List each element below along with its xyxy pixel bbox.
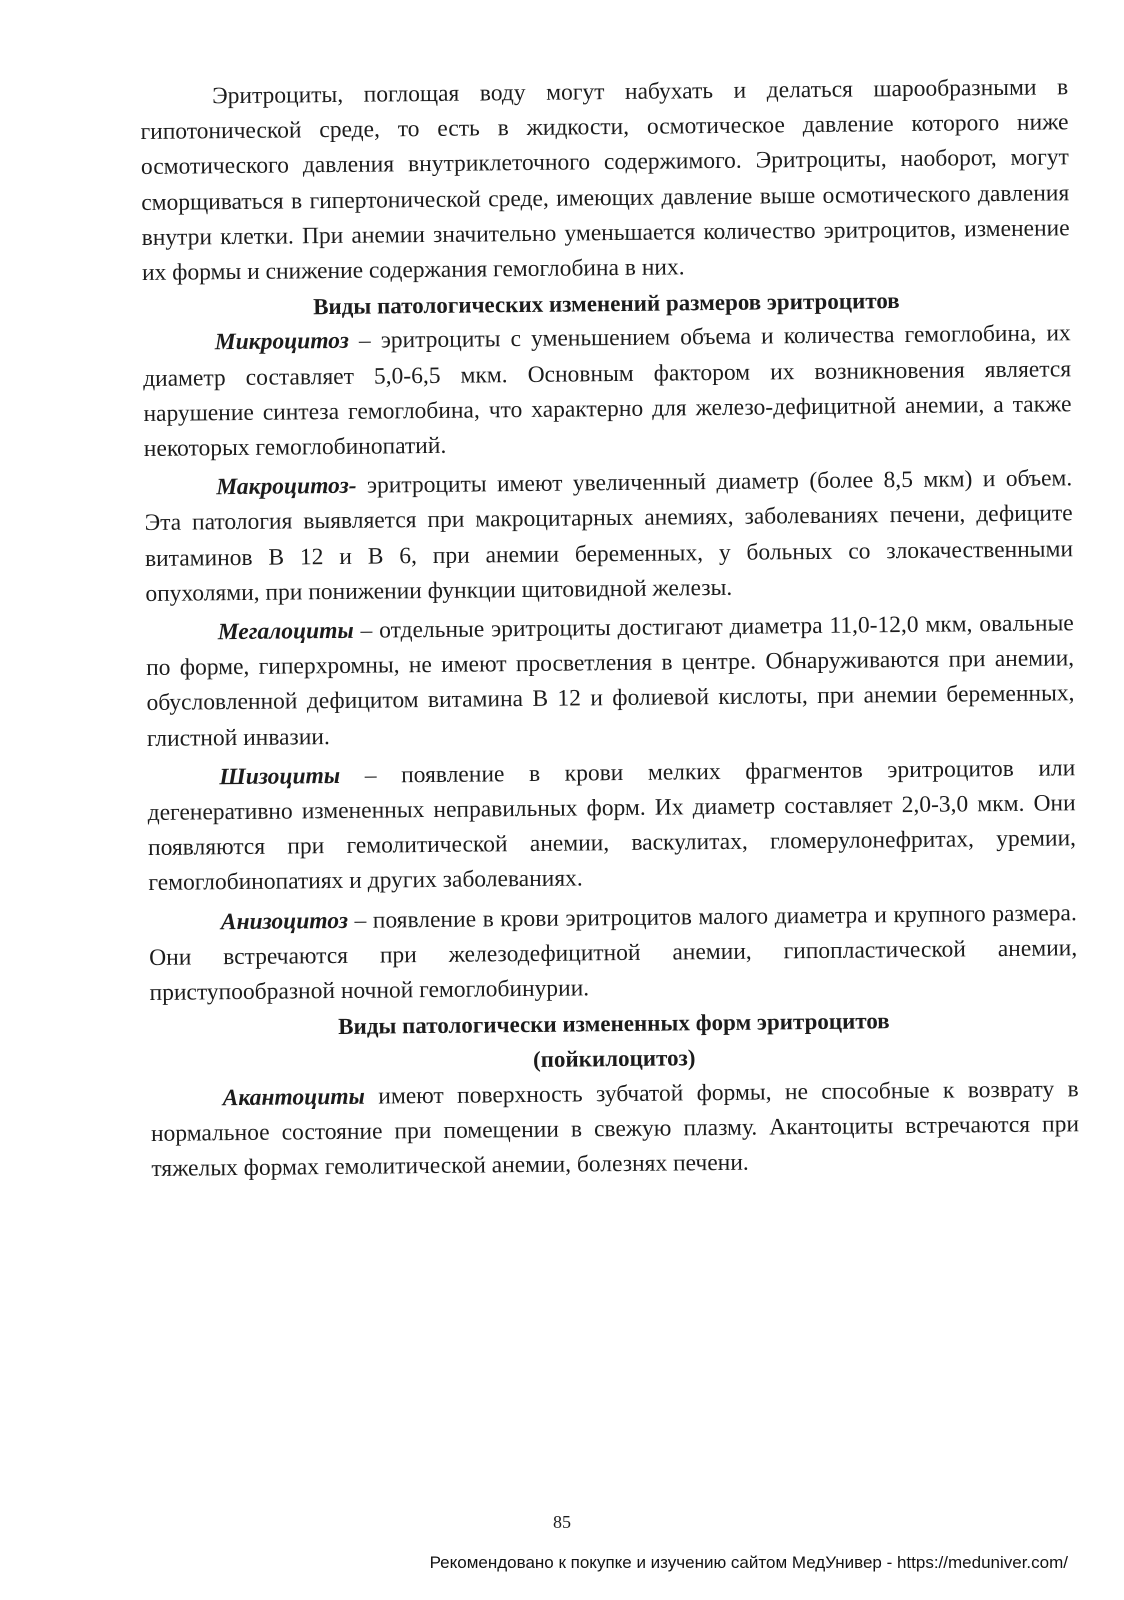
paragraph-macrocytosis [144, 461, 1073, 612]
definition-microcytosis: – эритроциты с уменьшением объема и количества гемоглобина, их диаметр составляет 5,0-6,5 мкм. Основным фактором их возникновения является нарушение синтеза гемоглобина, что характерно для железо-дефицитной анемии, а также некоторых гемоглобинопатий. [142, 320, 1072, 463]
intro-paragraph: Эритроциты, поглощая воду могут набухать и делаться шарообразными в гипотонической среде, то есть в жидкости, осмотическое давление которого ниже осмотического давления внутриклеточного содержимого. Эритроциты, наоборот, могут сморщиваться в гипертонической среде, имеющих давление выше осмотического давления внутри клетки. При анемии значительно уменьшается количество эритроцитов, изменение их формы и снижение содержания гемоглобина в них. [140, 74, 1070, 287]
paragraph-microcytosis [143, 317, 1072, 468]
page-body [140, 70, 1080, 1187]
paragraph-megalocytes [146, 606, 1075, 757]
term-acanthocytes: Акантоциты [222, 1083, 366, 1111]
heading-form-changes-subtitle: (пойкилоцитоз) [532, 1045, 696, 1073]
definition-schizocytes: – появление в крови мелких фрагментов эритроцитов или дегенеративно измененных неправильных форм. Их диаметр составляет 2,0-3,0 мкм. Они появляются при гемолитической анемии, васкулитах, гломерулонефритах, уремии, гемоглобинопатиях и других заболеваниях. [147, 755, 1077, 897]
paragraph-schizocytes [147, 751, 1076, 902]
heading-size-changes: Виды патологических изменений размеров эритроцитов [313, 288, 900, 320]
term-megalocytes: Мегалоциты [217, 617, 354, 646]
term-microcytosis: Микроцитоз [214, 328, 349, 356]
heading-form-changes: Виды патологически измененных форм эритроцитов [338, 1008, 890, 1040]
definition-anisocytosis: – появление в крови эритроцитов малого диаметра и крупного размера. Они встречаются при железодефицитной анемии, гипопластической анемии, приступообразной ночной гемоглобинурии. [149, 899, 1078, 1007]
footer-watermark: Рекомендовано к покупке и изучению сайтом МедУнивер - https://meduniver.com/ [429, 1553, 1068, 1572]
term-schizocytes: Шизоциты [219, 762, 341, 791]
paragraph-acanthocytes [150, 1072, 1079, 1187]
definition-acanthocytes: имеют поверхность зубчатой формы, не способные к возврату в нормальное состояние при помещении в свежую плазму. Акантоциты встречаются при тяжелых формах гемолитической анемии, болезнях печени. [150, 1075, 1080, 1183]
paragraph-anisocytosis [149, 896, 1078, 1011]
definition-megalocytes: – отдельные эритроциты достигают диаметра 11,0-12,0 мкм, овальные по форме, гиперхромны, не имеют просветления в центре. Обнаруживаются при анемии, обусловленной дефицитом витамина В 12 и фолиевой кислоты, при анемии беременных, глистной инвазии. [146, 610, 1075, 752]
definition-macrocytosis: эритроциты имеют увеличенный диаметр (более 8,5 мкм) и объем. Эта патология выявляется при макроцитарных анемиях, заболеваниях печени, дефиците витаминов В 12 и В 6, при анемии беременных, у больных со злокачественными опухолями, при понижении функции щитовидной железы. [144, 465, 1074, 607]
term-anisocytosis: Анизоцитоз [220, 907, 349, 935]
page-number: 85 [553, 1512, 571, 1532]
term-macrocytosis: Макроцитоз- [216, 472, 357, 501]
